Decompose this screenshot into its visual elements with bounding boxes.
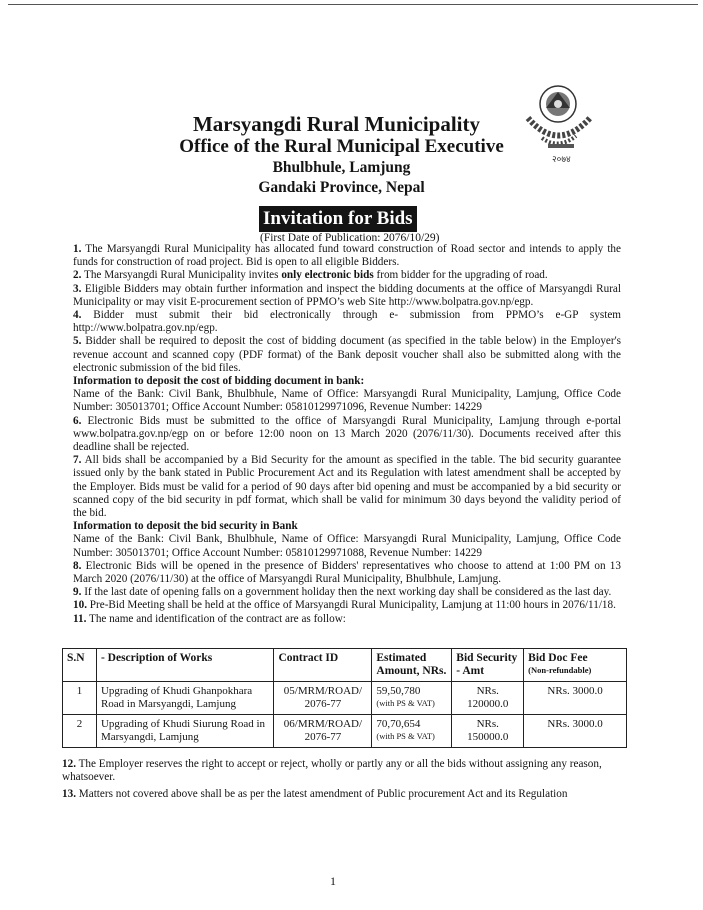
table-row — [63, 682, 627, 715]
cell-fee: NRs. 3000.0 — [524, 682, 627, 715]
notice-title: Invitation for Bids — [259, 206, 417, 232]
cell-sn: 1 — [63, 682, 97, 715]
office-location: Bhulbhule, Lamjung — [272, 159, 411, 176]
clause-3: 3. Eligible Bidders may obtain further information and inspect the bidding documents at the office of Marsyangdi Rural Municipality or may visit E-procurement section of PPMO’s web Site http://www.bolpatra.gov.np/egp. — [73, 282, 621, 308]
closing-clauses — [62, 758, 632, 806]
bank-info-1: Name of the Bank: Civil Bank, Bhulbhule, Name of Office: Marsyangdi Rural Municipality, Lamjung, Office Code Number: 305013701; Office Account Number: 05810129971096, Revenue Number: 14229 — [73, 388, 621, 414]
svg-text:२०७४: २०७४ — [552, 155, 571, 165]
col-header-security: Bid Security - Amt — [452, 649, 524, 682]
bank-info-heading-2: Information to deposit the bid security in Bank — [73, 520, 298, 533]
clause-12: 12. The Employer reserves the right to accept or reject, wholly or partly any or all the bids without assigning any reason, whatsoever. — [62, 758, 602, 784]
bank-info-2: Name of the Bank: Civil Bank, Bhulbhule, Name of Office: Marsyangdi Rural Municipality, Lamjung, Office Code Number: 305013701; Office Account Number: 05810129971088, Revenue Number: 14229 — [73, 533, 621, 559]
table-row — [63, 715, 627, 748]
clause-1: 1. The Marsyangdi Rural Municipality has allocated fund toward construction of Road sector and intends to apply the funds for construction of road project. Bid is open to all eligible Bidders. — [73, 243, 621, 269]
clause-7: 7. All bids shall be accompanied by a Bid Security for the amount as specified in the table. The bid security guarantee issued only by the bank stated in Public Procurement Act and its Regulation with latest amendment shall be accepted by the Employer. Bids must be valid for a period of 90 days after bid opening and must be accompanied by a bid security or scanned copy of the bid security in pdf format, which shall be valid for minimum 30 days beyond the validity period of the bid. — [73, 454, 621, 520]
publication-date: (First Date of Publication: 2076/10/29) — [260, 232, 440, 244]
cell-sn: 2 — [63, 715, 97, 748]
col-header-estimated: Estimated Amount, NRs. — [372, 649, 452, 682]
notice-body — [73, 243, 621, 626]
clause-13: 13. Matters not covered above shall be as per the latest amendment of Public procurement Act and its Regulation — [62, 788, 568, 801]
cell-fee: NRs. 3000.0 — [524, 715, 627, 748]
clause-9: 9. If the last date of opening falls on a government holiday then the next working day shall be considered as the last day. — [73, 586, 612, 599]
cell-security: NRs. 150000.0 — [452, 715, 524, 748]
province-name: Gandaki Province, Nepal — [258, 179, 425, 196]
cell-contract-id: 05/MRM/ROAD/ 2076-77 — [274, 682, 372, 715]
bank-info-heading-1: Information to deposit the cost of bidding document in bank: — [73, 375, 365, 388]
clause-8: 8. Electronic Bids will be opened in the presence of Bidders' representatives who choose to attend at 1:00 PM on 13 March 2020 (2076/11/30) at the office of Marsyangdi Rural Municipality, Bhulbhule, Lamjung. — [73, 559, 621, 586]
col-header-description: - Description of Works — [96, 649, 274, 682]
cell-description: Upgrading of Khudi Siurung Road in Marsyangdi, Lamjung — [96, 715, 274, 748]
clause-4: 4. Bidder must submit their bid electronically through e- submission from PPMO’s e-GP system http://www.bolpatra.gov.np/egp. — [73, 309, 621, 335]
clause-5: 5. Bidder shall be required to deposit the cost of bidding document (as specified in the table below) in the Employer's revenue account and scanned copy (PDF format) of the Bank deposit voucher shall also be submitted along with the electronic submission of the bid files. — [73, 335, 621, 374]
cell-security: NRs. 120000.0 — [452, 682, 524, 715]
col-header-sn: S.N — [63, 649, 97, 682]
letterhead — [0, 112, 703, 198]
clause-10: 10. Pre-Bid Meeting shall be held at the office of Marsyangdi Rural Municipality, Lamjung at 11:00 hours in 2076/11/18. — [73, 599, 616, 612]
cell-contract-id: 06/MRM/ROAD/ 2076-77 — [274, 715, 372, 748]
cell-estimated: 59,50,780 (with PS & VAT) — [372, 682, 452, 715]
cell-estimated: 70,70,654 (with PS & VAT) — [372, 715, 452, 748]
cell-description: Upgrading of Khudi Ghanpokhara Road in Marsyangdi, Lamjung — [96, 682, 274, 715]
office-name: Office of the Rural Municipal Executive — [179, 136, 504, 157]
table-header-row — [63, 649, 627, 682]
municipality-name: Marsyangdi Rural Municipality — [192, 112, 481, 136]
contracts-table — [62, 648, 627, 748]
clause-6: 6. Electronic Bids must be submitted to the office of Marsyangdi Rural Municipality, Lamjung through e-portal www.bolpatra.gov.np/egp on or before 12:00 noon on 13 March 2020 (2076/11/30). Documents received after this deadline shall be rejected. — [73, 414, 621, 454]
top-rule — [8, 4, 698, 5]
clause-2: 2. The Marsyangdi Rural Municipality invites only electronic bids from bidder for the upgrading of road. — [73, 269, 548, 282]
clause-11: 11. The name and identification of the contract are as follow: — [73, 612, 346, 625]
col-header-fee: Bid Doc Fee (Non-refundable) — [524, 649, 627, 682]
col-header-contract-id: Contract ID — [274, 649, 372, 682]
page-number: 1 — [330, 874, 336, 888]
